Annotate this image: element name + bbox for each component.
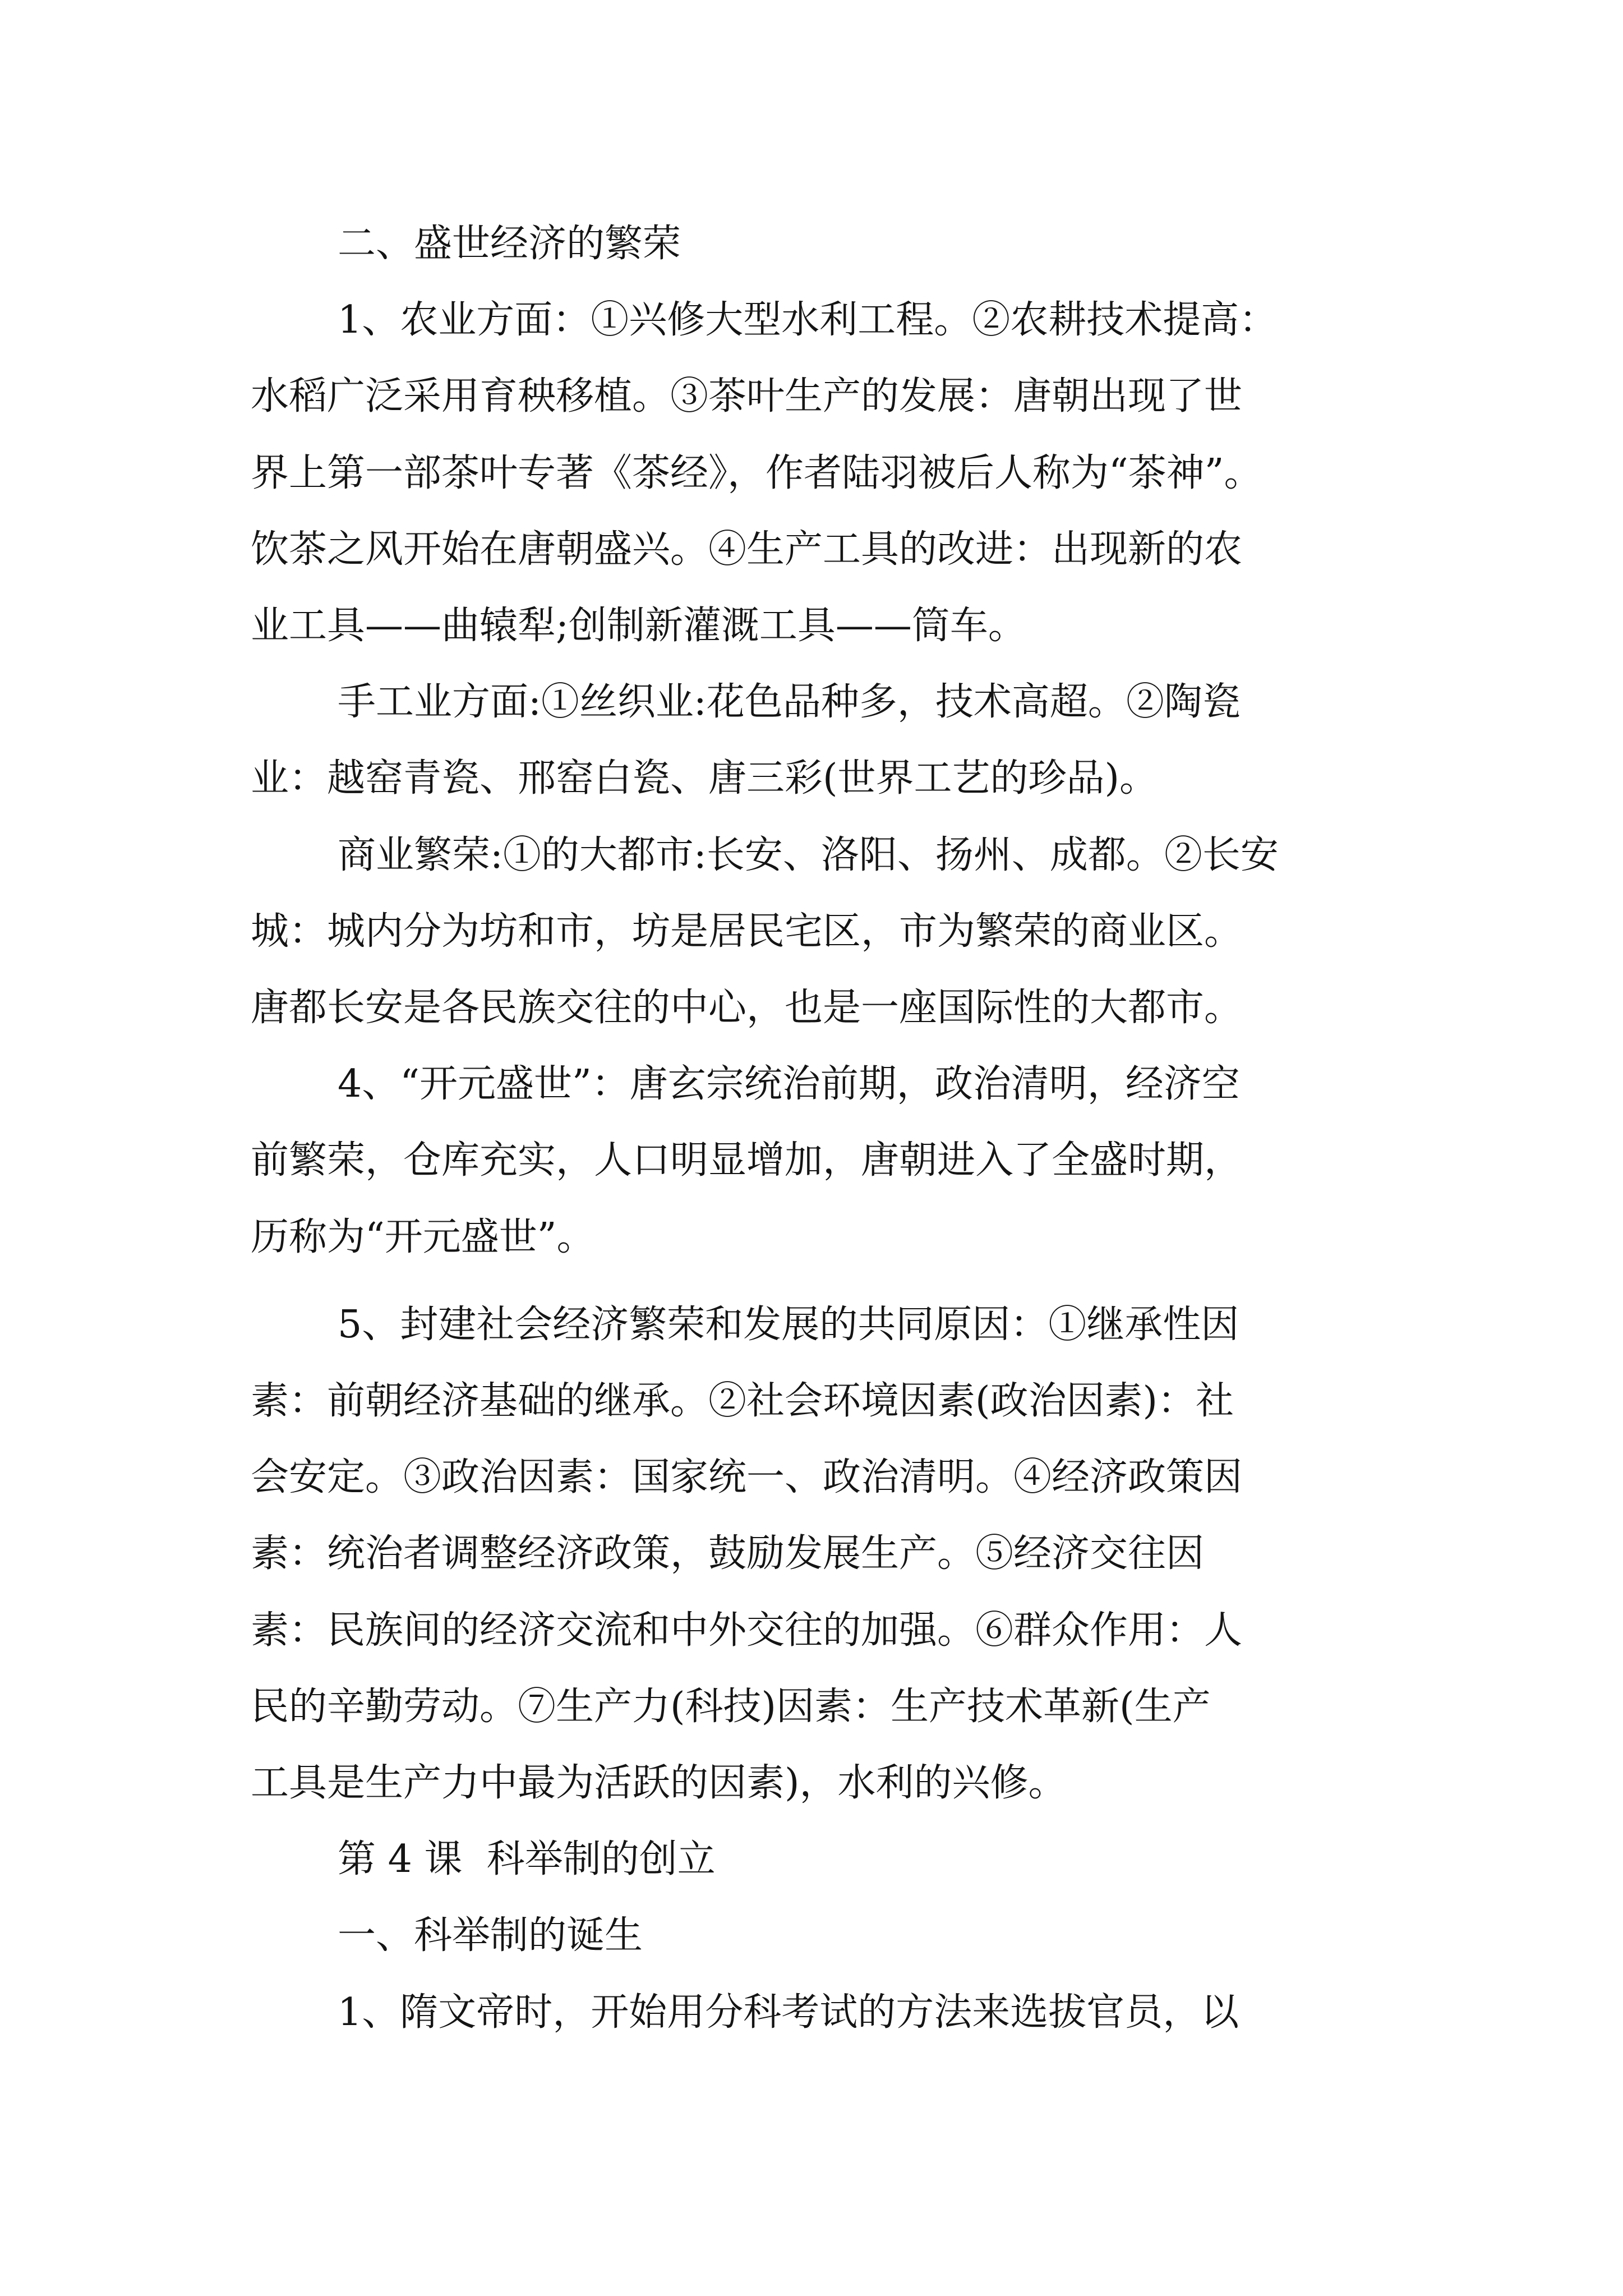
paragraph-line: 业：越窑青瓷、邢窑白瓷、唐三彩(世界工艺的珍品)。 <box>251 756 1158 800</box>
paragraph-line: 民的辛勤劳动。⑦生产力(科技)因素：生产技术革新(生产 <box>251 1685 1211 1729</box>
paragraph-line: 1、隋文帝时，开始用分科考试的方法来选拔官员，以 <box>338 1990 1239 2035</box>
paragraph-line: 会安定。③政治因素：国家统一、政治清明。④经济政策因 <box>251 1455 1243 1499</box>
section-heading: 一、科举制的诞生 <box>338 1913 643 1958</box>
paragraph-line: 历称为“开元盛世”。 <box>251 1215 595 1259</box>
paragraph-line: 饮茶之风开始在唐朝盛兴。④生产工具的改进：出现新的农 <box>251 527 1243 572</box>
paragraph-line: 前繁荣，仓库充实，人口明显增加，唐朝进入了全盛时期， <box>251 1138 1243 1182</box>
paragraph-line: 5、封建社会经济繁荣和发展的共同原因：①继承性因 <box>338 1303 1239 1347</box>
section-heading: 二、盛世经济的繁荣 <box>338 222 681 266</box>
paragraph-line: 1、农业方面：①兴修大型水利工程。②农耕技术提高： <box>338 298 1278 342</box>
paragraph-line: 城：城内分为坊和市，坊是居民宅区，市为繁荣的商业区。 <box>251 909 1243 954</box>
lesson-title: 第 4 课 科举制的创立 <box>338 1837 716 1881</box>
paragraph-line: 素：统治者调整经济政策，鼓励发展生产。⑤经济交往因 <box>251 1531 1205 1576</box>
paragraph-line: 界上第一部茶叶专著《茶经》，作者陆羽被后人称为“茶神”。 <box>251 451 1262 495</box>
paragraph-line: 素：民族间的经济交流和中外交往的加强。⑥群众作用：人 <box>251 1608 1243 1653</box>
paragraph-line: 业工具——曲辕犁;创制新灌溉工具——筒车。 <box>251 604 1026 648</box>
paragraph-line: 水稻广泛采用育秧移植。③茶叶生产的发展：唐朝出现了世 <box>251 374 1243 418</box>
paragraph-line: 4、“开元盛世”：唐玄宗统治前期，政治清明，经济空 <box>338 1062 1240 1106</box>
paragraph-line: 唐都长安是各民族交往的中心，也是一座国际性的大都市。 <box>251 986 1243 1030</box>
paragraph-line: 商业繁荣:①的大都市:长安、洛阳、扬州、成都。②长安 <box>338 833 1279 877</box>
paragraph-line: 手工业方面:①丝织业:花色品种多，技术高超。②陶瓷 <box>338 680 1241 724</box>
paragraph-line: 工具是生产力中最为活跃的因素)，水利的兴修。 <box>251 1761 1067 1805</box>
paragraph-line: 素：前朝经济基础的继承。②社会环境因素(政治因素)：社 <box>251 1379 1234 1423</box>
